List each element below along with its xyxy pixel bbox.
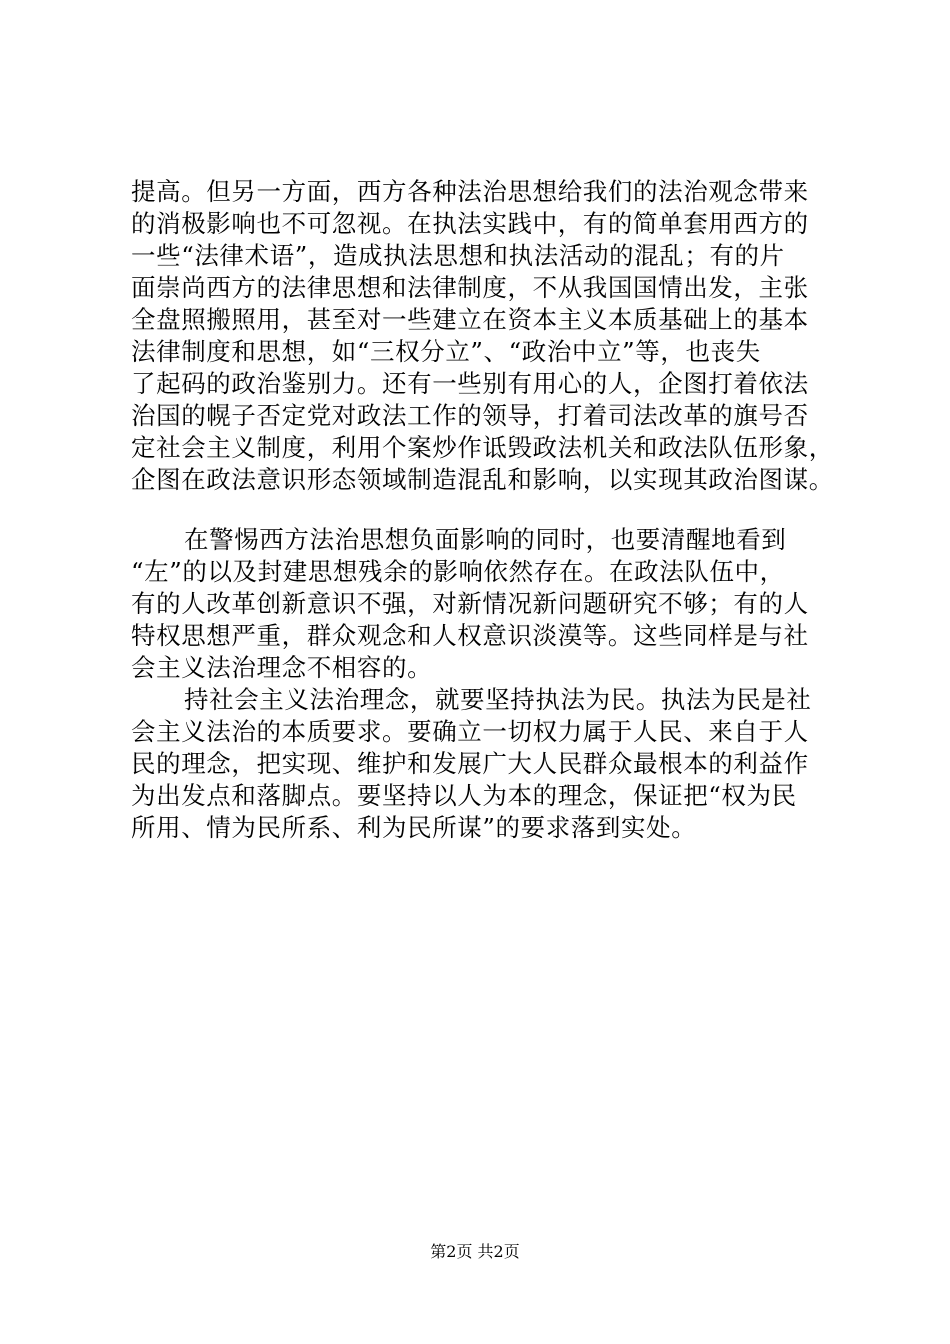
text-line: 法律制度和思想，如“三权分立”、“政治中立”等，也丧失 xyxy=(131,337,761,366)
text-line: 会主义法治理念不相容的。 xyxy=(131,653,433,682)
text-line: “左”的以及封建思想残余的影响依然存在。在政法队伍中， xyxy=(131,557,785,586)
text-line: 在警惕西方法治思想负面影响的同时，也要清醒地看到 xyxy=(184,525,787,554)
text-line: 特权思想严重，群众观念和人权意识淡漠等。这些同样是与社 xyxy=(131,621,809,650)
text-line: 所用、情为民所系、利为民所谋”的要求落到实处。 xyxy=(131,813,697,842)
text-line: 民的理念，把实现、维护和发展广大人民群众最根本的利益作 xyxy=(131,749,809,778)
text-line: 的消极影响也不可忽视。在执法实践中，有的简单套用西方的 xyxy=(131,209,809,238)
text-line: 定社会主义制度，利用个案炒作诋毁政法机关和政法队伍形象， xyxy=(131,433,834,462)
text-line: 了起码的政治鉴别力。还有一些别有用心的人，企图打着依法 xyxy=(131,369,809,398)
text-line: 一些“法律术语”，造成执法思想和执法活动的混乱；有的片 xyxy=(131,241,785,270)
text-line: 全盘照搬照用，甚至对一些建立在资本主义本质基础上的基本 xyxy=(131,305,809,334)
text-line: 持社会主义法治理念，就要坚持执法为民。执法为民是社 xyxy=(184,685,812,714)
text-line: 面崇尚西方的法律思想和法律制度，不从我国国情出发，主张 xyxy=(131,273,809,302)
text-line: 有的人改革创新意识不强，对新情况新问题研究不够；有的人 xyxy=(131,589,809,618)
text-line: 提高。但另一方面，西方各种法治思想给我们的法治观念带来 xyxy=(131,177,809,206)
text-line: 企图在政法意识形态领域制造混乱和影响，以实现其政治图谋。 xyxy=(131,465,834,494)
text-line: 治国的幌子否定党对政法工作的领导，打着司法改革的旗号否 xyxy=(131,401,809,430)
page-number-footer: 第2页 共2页 xyxy=(430,1242,520,1261)
text-line: 为出发点和落脚点。要坚持以人为本的理念，保证把“权为民 xyxy=(131,781,797,810)
text-line: 会主义法治的本质要求。要确立一切权力属于人民、来自于人 xyxy=(131,717,809,746)
